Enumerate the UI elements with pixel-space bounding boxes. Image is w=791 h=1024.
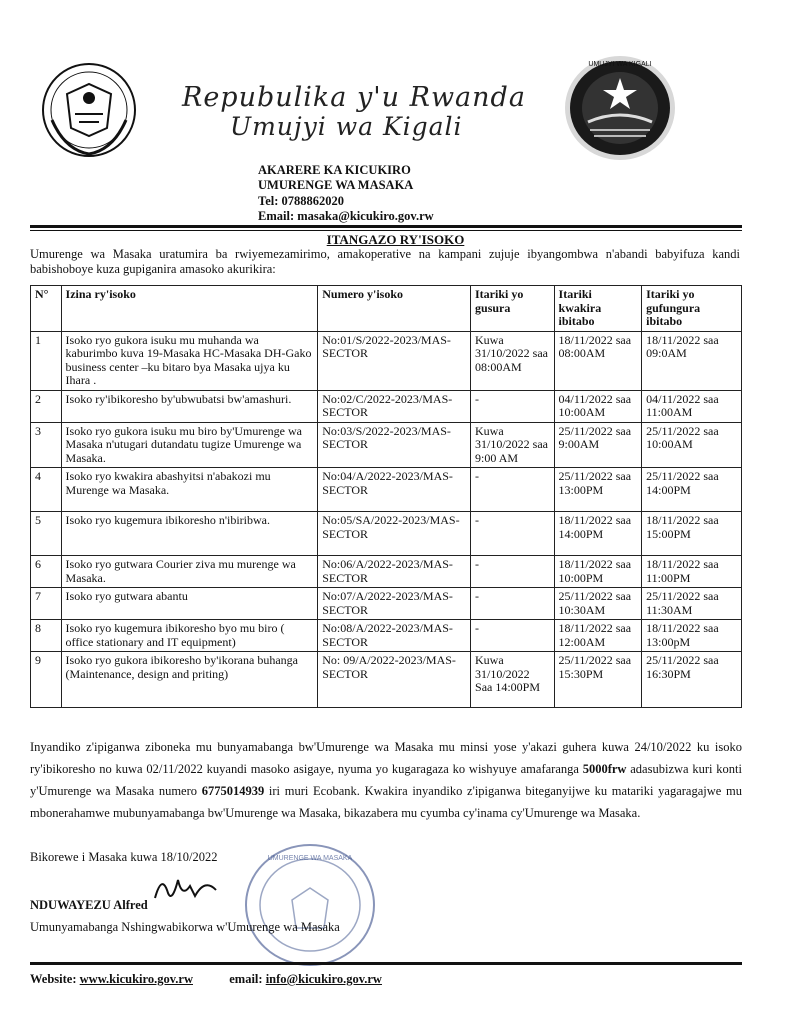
republic-title: Repubulika y'u Rwanda bbox=[182, 82, 526, 113]
email-link[interactable]: info@kicukiro.gov.rw bbox=[265, 972, 382, 986]
official-stamp bbox=[240, 840, 380, 970]
footer-divider bbox=[30, 962, 742, 965]
submission-date: 18/11/2022 saa 12:00AM bbox=[554, 620, 642, 652]
tender-name: Isoko ry'ibikoresho by'ubwubatsi bw'amashuri. bbox=[61, 390, 318, 422]
tender-name: Isoko ryo kugemura ibikoresho n'ibiribwa. bbox=[61, 512, 318, 556]
table-row bbox=[31, 620, 742, 652]
table-row bbox=[31, 422, 742, 468]
rwanda-coat-of-arms-logo bbox=[30, 58, 148, 168]
tender-name: Isoko ryo gutwara Courier ziva mu murenge wa Masaka. bbox=[61, 556, 318, 588]
notice-heading: ITANGAZO RY'ISOKO bbox=[326, 232, 465, 247]
account-number: 6775014939 bbox=[201, 784, 265, 798]
row-number: 8 bbox=[31, 620, 62, 652]
website-link[interactable]: www.kicukiro.gov.rw bbox=[79, 972, 193, 986]
visit-date: Kuwa 31/10/2022 saa 08:00AM bbox=[471, 331, 555, 390]
signature bbox=[150, 868, 220, 908]
visit-date: - bbox=[471, 468, 555, 512]
place-date: Bikorewe i Masaka kuwa 18/10/2022 bbox=[30, 850, 218, 864]
tender-name: Isoko ryo kwakira abashyitsi n'abakozi mu Murenge wa Masaka. bbox=[61, 468, 318, 512]
sector-name: UMURENGE WA MASAKA bbox=[258, 178, 414, 192]
table-row bbox=[31, 512, 742, 556]
submission-date: 18/11/2022 saa 10:00PM bbox=[554, 556, 642, 588]
signer-title: Umunyamabanga Nshingwabikorwa w'Umurenge wa Masaka bbox=[30, 920, 340, 934]
header-number: N° bbox=[31, 286, 62, 332]
district-name: AKARERE KA KICUKIRO bbox=[258, 163, 411, 177]
header-submission-date: Itariki kwakira ibitabo bbox=[554, 286, 642, 332]
tender-number: No:06/A/2022-2023/MAS-SECTOR bbox=[318, 556, 471, 588]
fee-amount: 5000frw bbox=[582, 762, 627, 776]
row-number: 2 bbox=[31, 390, 62, 422]
table-row bbox=[31, 556, 742, 588]
row-number: 3 bbox=[31, 422, 62, 468]
seal-text: UMUJYI WA KIGALI bbox=[588, 61, 652, 68]
tender-number: No:07/A/2022-2023/MAS-SECTOR bbox=[318, 588, 471, 620]
submission-date: 25/11/2022 saa 9:00AM bbox=[554, 422, 642, 468]
row-number: 7 bbox=[31, 588, 62, 620]
visit-date: - bbox=[471, 620, 555, 652]
tender-number: No:08/A/2022-2023/MAS-SECTOR bbox=[318, 620, 471, 652]
city-title: Umujyi wa Kigali bbox=[230, 112, 463, 141]
table-row bbox=[31, 588, 742, 620]
stamp-text: UMURENGE WA MASAKA bbox=[267, 855, 353, 862]
header-tender-name: Izina ry'isoko bbox=[61, 286, 318, 332]
header-divider-thin bbox=[30, 230, 742, 231]
row-number: 4 bbox=[31, 468, 62, 512]
visit-date: - bbox=[471, 390, 555, 422]
opening-date: 18/11/2022 saa 15:00PM bbox=[642, 512, 742, 556]
visit-date: - bbox=[471, 512, 555, 556]
row-number: 5 bbox=[31, 512, 62, 556]
visit-date: Kuwa 31/10/2022 saa 9:00 AM bbox=[471, 422, 555, 468]
table-row bbox=[31, 331, 742, 390]
opening-date: 18/11/2022 saa 11:00PM bbox=[642, 556, 742, 588]
opening-date: 25/11/2022 saa 11:30AM bbox=[642, 588, 742, 620]
opening-date: 25/11/2022 saa 16:30PM bbox=[642, 652, 742, 708]
submission-date: 25/11/2022 saa 10:30AM bbox=[554, 588, 642, 620]
header-tender-number: Numero y'isoko bbox=[318, 286, 471, 332]
tender-number: No: 09/A/2022-2023/MAS-SECTOR bbox=[318, 652, 471, 708]
tender-table bbox=[30, 285, 742, 708]
tender-name: Isoko ryo gukora isuku mu biro by'Umurenge wa Masaka n'utugari dutandatu tugize Umurenge wa Masaka. bbox=[61, 422, 318, 468]
signer-name: NDUWAYEZU Alfred bbox=[30, 898, 148, 912]
header-opening-date: Itariki yo gufungura ibitabo bbox=[642, 286, 742, 332]
submission-date: 18/11/2022 saa 14:00PM bbox=[554, 512, 642, 556]
tender-number: No:01/S/2022-2023/MAS-SECTOR bbox=[318, 331, 471, 390]
kigali-city-seal-logo bbox=[560, 52, 680, 164]
opening-date: 18/11/2022 saa 09:0AM bbox=[642, 331, 742, 390]
tender-name: Isoko ryo gukora isuku mu muhanda wa kaburimbo kuva 19-Masaka HC-Masaka DH-Gako business center –ku bitaro bya Masaka ujya ku Ihara . bbox=[61, 331, 318, 390]
phone-number: Tel: 0788862020 bbox=[258, 194, 344, 208]
tender-name: Isoko ryo kugemura ibikoresho byo mu biro ( office stationary and IT equipment) bbox=[61, 620, 318, 652]
opening-date: 04/11/2022 saa 11:00AM bbox=[642, 390, 742, 422]
opening-date: 18/11/2022 saa 13:00pM bbox=[642, 620, 742, 652]
notice-intro: Umurenge wa Masaka uratumira ba rwiyemezamirimo, amakoperative na kampani zujuje ibyangombwa n'abandi babyifuza kandi babishoboye kuza gupiganira amasoko akurikira: bbox=[30, 247, 740, 276]
opening-date: 25/11/2022 saa 10:00AM bbox=[642, 422, 742, 468]
tender-number: No:03/S/2022-2023/MAS-SECTOR bbox=[318, 422, 471, 468]
table-row bbox=[31, 390, 742, 422]
tender-name: Isoko ryo gutwara abantu bbox=[61, 588, 318, 620]
tender-number: No:04/A/2022-2023/MAS-SECTOR bbox=[318, 468, 471, 512]
header-visit-date: Itariki yo gusura bbox=[471, 286, 555, 332]
visit-date: Kuwa 31/10/2022 Saa 14:00PM bbox=[471, 652, 555, 708]
row-number: 6 bbox=[31, 556, 62, 588]
submission-date: 25/11/2022 saa 15:30PM bbox=[554, 652, 642, 708]
submission-date: 04/11/2022 saa 10:00AM bbox=[554, 390, 642, 422]
visit-date: - bbox=[471, 588, 555, 620]
submission-date: 18/11/2022 saa 08:00AM bbox=[554, 331, 642, 390]
footer: Website: www.kicukiro.gov.rw email: info@kicukiro.gov.rw bbox=[30, 972, 382, 986]
header-divider bbox=[30, 225, 742, 228]
instructions-paragraph: Inyandiko z'ipiganwa ziboneka mu bunyamabanga bw'Umurenge wa Masaka mu minsi yose y'akazi guhera kuwa 24/10/2022 ku isoko ry'ibikoresho no kuwa 02/11/2022 kuyandi masoko asigaye, nyuma yo kugaragaza ko wishyuye amafaranga 5000frw adasubizwa kuri konti y'Umurenge wa Masaka numero 6775014939 iri muri Ecobank. Kwakira inyandiko z'ipiganwa biteganyijwe ku matariki yagaragajwe mu mbonerahamwe mubunyamabanga bw'Umurenge wa Masaka, bikazabera mu cyumba cy'inama cy'Umurenge wa Masaka. bbox=[30, 740, 742, 820]
submission-date: 25/11/2022 saa 13:00PM bbox=[554, 468, 642, 512]
table-row bbox=[31, 468, 742, 512]
opening-date: 25/11/2022 saa 14:00PM bbox=[642, 468, 742, 512]
row-number: 9 bbox=[31, 652, 62, 708]
contact-email: Email: masaka@kicukiro.gov.rw bbox=[258, 209, 434, 223]
tender-number: No:02/C/2022-2023/MAS-SECTOR bbox=[318, 390, 471, 422]
table-header-row bbox=[31, 286, 742, 332]
tender-number: No:05/SA/2022-2023/MAS-SECTOR bbox=[318, 512, 471, 556]
visit-date: - bbox=[471, 556, 555, 588]
table-row bbox=[31, 652, 742, 708]
row-number: 1 bbox=[31, 331, 62, 390]
tender-name: Isoko ryo gukora ibikoresho by'ikorana buhanga (Maintenance, design and priting) bbox=[61, 652, 318, 708]
